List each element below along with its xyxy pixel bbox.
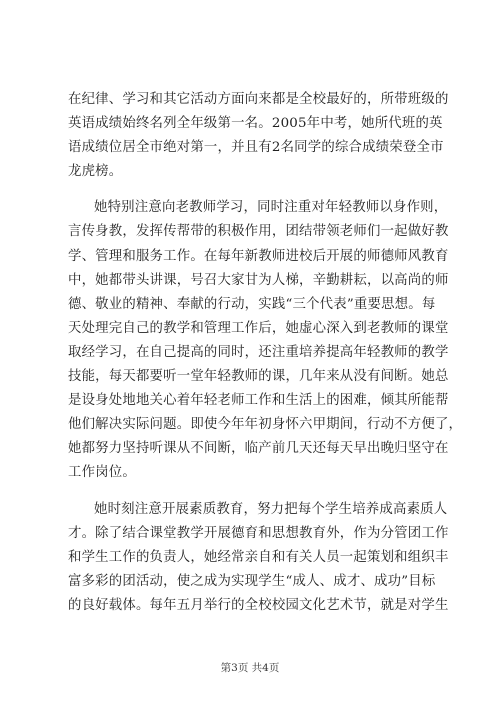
- text-line: 中，她都带头讲课，号召大家甘为人梯，辛勤耕耘，以高尚的师: [68, 272, 449, 288]
- text-line: 她时刻注意开展素质教育，努力把每个学生培养成高素质人: [94, 501, 448, 517]
- text-line: 他们解决实际问题。即使今年年初身怀六甲期间，行动不方便了，: [68, 417, 463, 433]
- text-line: 德、敬业的精神、奉献的行动，实践“三个代表”重要思想。每: [68, 296, 436, 312]
- text-line: 和学生工作的负责人，她经常亲自和有关人员一起策划和组织丰: [68, 549, 449, 565]
- paragraph-1: [68, 88, 449, 184]
- document-body: [68, 88, 463, 618]
- paragraph-2: [68, 196, 463, 485]
- text-line: 英语成绩始终名列全年级第一名。2005年中考，她所代班的英: [68, 116, 443, 132]
- paragraph-3: [68, 498, 449, 618]
- text-line: 才。除了结合课堂教学开展德育和思想教育外，作为分管团工作: [68, 525, 449, 541]
- text-line: 在纪律、学习和其它活动方面向来都是全校最好的，所带班级的: [68, 92, 449, 107]
- paragraph-gap: [68, 184, 434, 196]
- text-line: 工作岗位。: [68, 465, 136, 481]
- text-line: 她特别注意向老教师学习，同时注重对年轻教师以身作则，: [94, 200, 448, 216]
- paragraph-gap: [68, 486, 434, 498]
- text-line: 龙虎榜。: [68, 164, 123, 180]
- text-line: 取经学习，在自己提高的同时，还注重培养提高年轻教师的教学: [68, 344, 449, 360]
- text-line: 学、管理和服务工作。在每年新教师进校后开展的师德师风教育: [68, 248, 449, 264]
- text-line: 天处理完自己的教学和管理工作后，她虚心深入到老教师的课堂: [68, 320, 449, 336]
- page-number-footer: 第3页 共4页: [220, 662, 280, 674]
- text-line: 技能，每天都要听一堂年轻教师的课，几年来从没有间断。她总: [68, 369, 449, 385]
- text-line: 她都努力坚持听课从不间断，临产前几天还每天早出晚归坚守在: [68, 441, 449, 457]
- text-line: 是设身处地地关心着年轻老师工作和生活上的困难，倾其所能帮: [68, 393, 449, 409]
- text-line: 富多彩的团活动，使之成为实现学生“成人、成才、成功”目标: [68, 573, 436, 589]
- text-line: 的良好载体。每年五月举行的全校校园文化艺术节，就是对学生: [68, 597, 449, 613]
- text-line: 言传身教，发挥传帮带的积极作用，团结带领老师们一起做好教: [68, 224, 449, 240]
- text-line: 语成绩位居全市绝对第一，并且有2名同学的综合成绩荣登全市: [68, 140, 444, 156]
